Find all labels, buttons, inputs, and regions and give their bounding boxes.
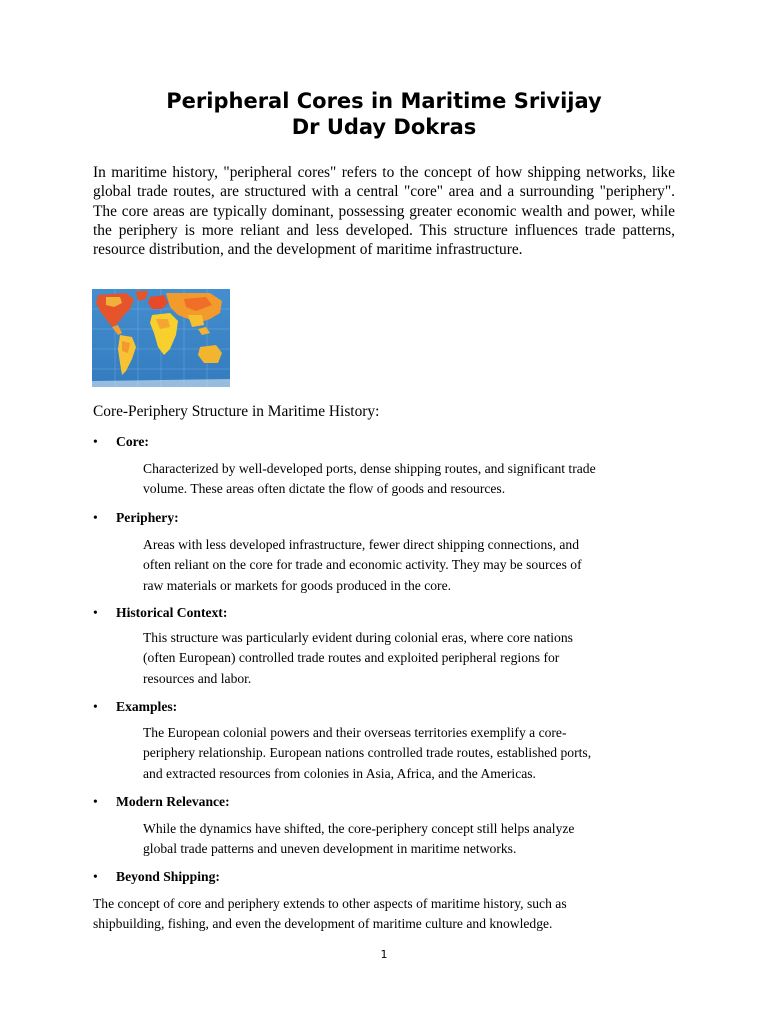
document-title: Peripheral Cores in Maritime Srivijay — [166, 89, 602, 113]
item-description-modern-relevance — [143, 819, 673, 860]
description-line: and extracted resources from colonies in Asia, Africa, and the Americas. — [143, 765, 536, 781]
description-line: global trade patterns and uneven development in maritime networks. — [143, 841, 517, 857]
item-description-core — [143, 459, 673, 500]
item-label-historical-context: Historical Context: — [116, 605, 228, 620]
description-line: This structure was particularly evident during colonial eras, where core nations — [143, 630, 573, 645]
bullet-marker: • — [93, 869, 98, 884]
item-label-core: Core: — [116, 434, 149, 449]
description-line: While the dynamics have shifted, the core-periphery concept still helps analyze — [143, 821, 575, 836]
section-heading: Core-Periphery Structure in Maritime History: — [93, 403, 380, 420]
bullet-marker: • — [93, 794, 98, 809]
description-line: Areas with less developed infrastructure, fewer direct shipping connections, and — [143, 537, 579, 552]
closing-line: shipbuilding, fishing, and even the development of maritime culture and knowledge. — [93, 916, 553, 932]
intro-paragraph: In maritime history, "peripheral cores" refers to the concept of how shipping networks, like global trade routes, are structured with a central "core" area and a surrounding "periphery". The core areas are typically dominant, possessing greater economic wealth and power, while the periphery is more reliant and less developed. This structure influences trade patterns, resource distribution, and the development of maritime infrastructure. — [93, 164, 675, 259]
item-label-examples: Examples: — [116, 699, 178, 714]
description-line: resources and labor. — [143, 670, 252, 686]
page-number: 1 — [380, 948, 388, 961]
description-line: Characterized by well-developed ports, dense shipping routes, and significant trade — [143, 461, 596, 476]
bullet-marker: • — [93, 510, 98, 525]
bullet-marker: • — [93, 699, 98, 714]
closing-line: The concept of core and periphery extends to other aspects of maritime history, such as — [93, 896, 567, 911]
description-line: often reliant on the core for trade and economic activity. They may be sources of — [143, 557, 582, 573]
closing-paragraph — [93, 894, 653, 935]
bullet-marker: • — [93, 434, 98, 449]
bullet-marker: • — [93, 605, 98, 620]
item-description-periphery — [143, 535, 673, 596]
item-description-examples — [143, 723, 673, 784]
world-map-image — [92, 289, 230, 387]
description-line: (often European) controlled trade routes and exploited peripheral regions for — [143, 650, 560, 666]
description-line: raw materials or markets for goods produced in the core. — [143, 577, 452, 593]
description-line: periphery relationship. European nations controlled trade routes, established ports, — [143, 745, 592, 761]
item-description-historical-context — [143, 628, 673, 689]
item-label-periphery: Periphery: — [116, 510, 179, 525]
document-author: Dr Uday Dokras — [291, 115, 477, 139]
item-label-modern-relevance: Modern Relevance: — [116, 794, 230, 809]
description-line: volume. These areas often dictate the flow of goods and resources. — [143, 481, 506, 497]
item-label-beyond-shipping: Beyond Shipping: — [116, 869, 220, 884]
description-line: The European colonial powers and their overseas territories exemplify a core- — [143, 725, 567, 740]
